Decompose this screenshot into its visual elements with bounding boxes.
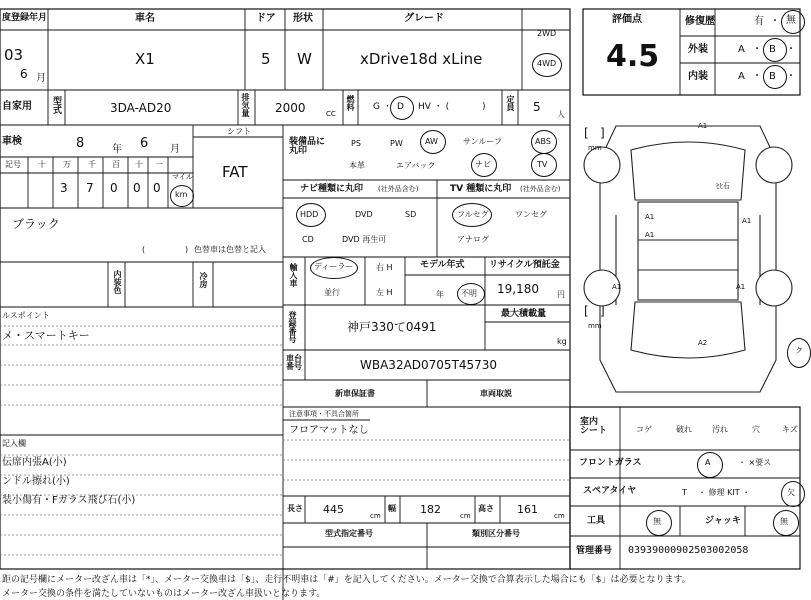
tv-label: TV 種類に丸印	[450, 184, 512, 194]
equip-navi: ナビ	[475, 160, 491, 169]
tools-label: 工具	[587, 516, 606, 526]
equip-ps: PS	[351, 139, 361, 148]
drive-2wd: 2WD	[537, 29, 557, 38]
nav-sub: (社外品含む)	[378, 185, 419, 193]
spare-kit: ・ 修理 KIT ・	[698, 488, 751, 497]
fuel-g: G	[373, 102, 380, 112]
reg-year: 03	[4, 46, 24, 64]
score-value: 4.5	[606, 39, 660, 74]
grade-label: グレード	[404, 13, 444, 24]
front-right-wheel	[756, 147, 792, 183]
diagram-bracket-close-2: ]	[600, 304, 605, 318]
displacement-label: 排気量	[241, 93, 250, 117]
mile-label: マイル	[172, 173, 193, 181]
cc-unit: CC	[326, 110, 336, 118]
registration-label: 登録番号	[288, 311, 297, 343]
mileage-digit-0: 3	[60, 181, 68, 195]
parallel: 並行	[324, 288, 340, 297]
class-label: 類別区分番号	[472, 529, 520, 538]
color-note: 色替車は色替と記入	[194, 245, 266, 254]
spare-label: スペアタイヤ	[583, 486, 637, 496]
diagram-mark-7: ﾋﾋ石	[716, 182, 730, 190]
interior-color-label: 内装色	[113, 270, 122, 294]
reg-month-unit: 月	[36, 73, 46, 84]
diagram-mark-6: A2	[698, 339, 708, 347]
chassis-label: 車台 番号	[286, 354, 302, 371]
diagram-mark-5: A1	[736, 283, 746, 291]
spare-t: T	[682, 488, 687, 497]
height-value: 161	[517, 503, 538, 516]
diagram-bracket-close-1: ]	[600, 126, 605, 140]
digit-label-2: 千	[88, 160, 96, 169]
drive-4wd: 4WD	[537, 59, 557, 68]
repair-none: 無	[786, 15, 796, 26]
diagram-mark-0: A1	[698, 122, 708, 130]
recycle-value: 19,180	[497, 282, 539, 296]
sales-point-value: メ・スマートキー	[2, 329, 90, 342]
digit-label-4: 十	[135, 160, 143, 169]
shape-value: W	[297, 50, 312, 68]
type-cert-label: 型式指定番号	[325, 529, 373, 538]
dealer: ディーラー	[314, 262, 354, 271]
car-name-label: 車名	[135, 13, 155, 24]
windshield-replace: ・ ×要ス	[738, 458, 772, 467]
diagram-mark-2: A1	[645, 231, 655, 239]
diagram-mm-2: mm	[588, 322, 602, 330]
remarks-item-0: 伝席内張A(小)	[2, 457, 67, 468]
diagram-mark-4: A1	[742, 217, 752, 225]
fuel-close: )	[482, 102, 486, 112]
car-diagram	[576, 120, 800, 400]
height-unit: cm	[554, 512, 565, 520]
usage-value: 自家用	[2, 101, 32, 112]
interior-item-4: キズ	[782, 425, 798, 434]
fuel-dot: ・	[383, 102, 393, 112]
model-label: 型式	[51, 96, 61, 114]
nav-hdd: HDD	[300, 210, 319, 219]
notes-label: 注意事項・不具合箇所	[289, 410, 359, 418]
mgmt-value: 03939000902503002058	[628, 545, 749, 556]
interior-item-0: コゲ	[636, 425, 652, 434]
symbol-label: 記号	[5, 160, 21, 169]
shape-label: 形状	[293, 13, 313, 24]
length-value: 445	[323, 503, 344, 516]
model-year-label: モデル年式	[420, 260, 465, 270]
windshield	[631, 142, 745, 200]
left-hand: 左 H	[376, 288, 393, 297]
rear-window	[631, 302, 745, 358]
interior-dot1: ・	[752, 71, 762, 82]
inspection-year: 8	[76, 136, 85, 151]
right-mark: ク	[795, 346, 803, 355]
capacity-unit: 人	[557, 110, 565, 119]
nav-dvd: DVD	[355, 210, 373, 219]
interior-item-3: 穴	[752, 425, 760, 434]
tv-sub: (社外品含む)	[520, 185, 561, 193]
model-value: 3DA-AD20	[110, 101, 172, 115]
model-year-unknown: 不明	[461, 289, 477, 298]
equip-leather: 本革	[349, 161, 365, 170]
remarks-item-2: 装小傷有・Fガラス飛び石(小)	[2, 495, 136, 506]
interior-item-2: 汚れ	[712, 425, 728, 434]
mileage-digit-3: 0	[133, 181, 141, 195]
equipment-label: 装備品に 丸印	[289, 137, 326, 156]
score-label: 評価点	[612, 14, 642, 25]
repair-yes: 有	[754, 16, 764, 27]
max-load-unit: kg	[557, 337, 567, 346]
digit-label-0: 十	[38, 160, 46, 169]
capacity-label: 定員	[506, 95, 515, 111]
equip-airbag: エアバック	[396, 161, 436, 170]
spare-missing: 欠	[787, 488, 795, 497]
grade-value: xDrive18d xLine	[360, 50, 483, 68]
interior-b: B	[769, 71, 776, 82]
equip-aw: AW	[425, 137, 438, 146]
footer-line-1: 距の記号欄にメーター改ざん車は「*」、メーター交換車は「$」、走行不明車は「#」を記入してください。メーター交換で合算表示した場合にも「$」は必要となります。	[2, 575, 691, 585]
equip-tv: TV	[537, 160, 548, 169]
max-load-label: 最大積載量	[501, 309, 547, 319]
right-hand: 右 H	[376, 263, 393, 272]
diagram-mm-1: mm	[588, 144, 602, 152]
repair-dot: ・	[770, 16, 780, 27]
tv-oneseg: ワンセグ	[515, 210, 547, 219]
tv-analog: アナログ	[457, 235, 489, 244]
interior-sheet-label: 室内 シート	[580, 417, 608, 436]
interior-a: A	[738, 71, 745, 82]
equip-pw: PW	[390, 139, 403, 148]
rear-right-wheel	[756, 270, 792, 306]
displacement-value: 2000	[275, 101, 306, 115]
fuel-label: 燃料	[346, 95, 355, 111]
tv-fullseg: フルセグ	[457, 210, 489, 219]
footer-line-2: メーター交換の条件を満たしていないものはメーター改ざん車扱いとなります。	[2, 589, 326, 599]
doors-label: ドア	[256, 13, 276, 24]
height-label: 高さ	[478, 504, 494, 513]
exterior-dot2: ・	[786, 44, 796, 55]
width-value: 182	[420, 503, 441, 516]
import-label: 輸入車	[289, 263, 298, 287]
remarks-item-1: ンドル擦れ(小)	[2, 476, 70, 487]
diagram-mark-3: A1	[612, 283, 622, 291]
inspection-month-unit: 月	[170, 144, 180, 155]
recycle-yen: 円	[557, 290, 565, 299]
digit-label-3: 百	[112, 160, 120, 169]
mileage-digit-4: 0	[153, 181, 161, 195]
length-unit: cm	[370, 512, 381, 520]
nav-dvd-play: DVD 再生可	[342, 235, 387, 244]
front-left-wheel	[584, 144, 620, 183]
diagram-bracket-open-1: [	[584, 126, 589, 140]
registration-value: 神戸330て0491	[347, 320, 437, 334]
windshield-a: A	[705, 458, 711, 467]
length-label: 長さ	[287, 504, 303, 513]
reg-month: 6	[20, 67, 28, 81]
nav-label: ナビ種類に丸印	[300, 184, 364, 194]
diagram-bracket-open-2: [	[584, 304, 589, 318]
car-outline	[600, 126, 776, 392]
remarks-label: 記入欄	[2, 439, 26, 448]
color-value: ブラック	[12, 217, 60, 231]
fuel-hv: HV ・ (	[418, 102, 450, 112]
cooler-label: 冷房	[199, 272, 208, 288]
color-paren-close: )	[185, 245, 189, 254]
diagram-mark-1: A1	[645, 213, 655, 221]
reg-year-label: 度登録年月	[2, 13, 48, 23]
exterior-a: A	[738, 44, 745, 55]
exterior-b: B	[769, 44, 776, 55]
fuel-d: D	[397, 102, 404, 112]
recycle-label: リサイクル預託金	[489, 260, 560, 270]
windshield-label: フロントガラス	[579, 458, 642, 468]
digit-label-5: 一	[155, 160, 163, 169]
exterior-label: 外装	[688, 44, 708, 55]
shift-label: シフト	[227, 127, 251, 136]
interior-item-1: 破れ	[676, 425, 692, 434]
shift-value: FAT	[222, 163, 248, 181]
width-label: 幅	[388, 504, 396, 513]
color-paren-open: (	[142, 245, 146, 254]
model-year-unit: 年	[436, 290, 444, 299]
equip-abs: ABS	[535, 137, 551, 146]
exterior-dot1: ・	[752, 44, 762, 55]
mileage-digit-2: 0	[110, 181, 118, 195]
doors-value: 5	[261, 50, 271, 68]
new-warranty-label: 新車保証書	[335, 389, 375, 398]
manual-label: 車両取説	[480, 389, 512, 398]
car-name: X1	[135, 50, 155, 68]
tools-none: 無	[653, 517, 661, 526]
width-unit: cm	[460, 512, 471, 520]
equip-sunroof: サンルーフ	[463, 137, 502, 146]
interior-dot2: ・	[786, 71, 796, 82]
capacity-value: 5	[533, 100, 541, 114]
chassis-value: WBA32AD0705T45730	[360, 358, 498, 372]
mgmt-label: 管理番号	[576, 546, 613, 556]
jack-label: ジャッキ	[705, 516, 741, 526]
km-label: km	[175, 190, 188, 199]
repair-label: 修復歴	[685, 16, 715, 27]
inspection-label: 車検	[2, 136, 22, 147]
inspection-month: 6	[140, 136, 149, 151]
digit-label-1: 万	[63, 160, 71, 169]
notes-value: フロアマットなし	[289, 425, 369, 436]
interior-label: 内装	[688, 71, 708, 82]
inspection-year-unit: 年	[112, 144, 122, 155]
jack-none: 無	[780, 517, 788, 526]
nav-cd: CD	[302, 235, 314, 244]
sales-point-label: ルスポイント	[2, 311, 50, 320]
nav-sd: SD	[405, 210, 417, 219]
mileage-digit-1: 7	[86, 181, 94, 195]
